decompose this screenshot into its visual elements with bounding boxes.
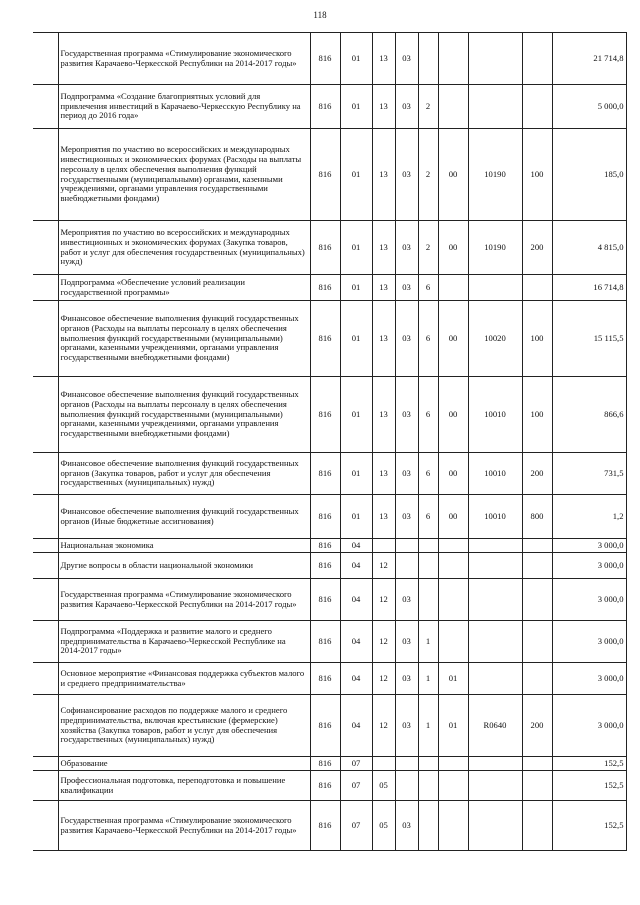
direction-code bbox=[468, 663, 522, 695]
blank-cell bbox=[33, 33, 58, 85]
subprogram-code bbox=[418, 757, 438, 771]
subprogram-code: 1 bbox=[418, 663, 438, 695]
subsection-code bbox=[372, 539, 395, 553]
row-description: Финансовое обеспечение выполнения функций государственных органов (Иные бюджетные ассигнования) bbox=[58, 495, 310, 539]
table-row bbox=[33, 695, 626, 757]
subprogram-code: 6 bbox=[418, 275, 438, 301]
subsection-code: 13 bbox=[372, 221, 395, 275]
blank-cell bbox=[33, 553, 58, 579]
table-row bbox=[33, 801, 626, 851]
subsection-code: 05 bbox=[372, 771, 395, 801]
row-description: Софинансирование расходов по поддержке малого и среднего предпринимательства, включая крестьянские (фермерские) хозяйства (Закупка товаров, работ и услуг для обеспечения государственных (муниципальных) нужд) bbox=[58, 695, 310, 757]
dept-code: 816 bbox=[310, 553, 340, 579]
subprogram-code: 2 bbox=[418, 129, 438, 221]
amount-cell: 16 714,8 bbox=[552, 275, 626, 301]
expense-type-code bbox=[522, 85, 552, 129]
table-row bbox=[33, 453, 626, 495]
subprogram-code: 6 bbox=[418, 301, 438, 377]
table-row bbox=[33, 377, 626, 453]
dept-code: 816 bbox=[310, 621, 340, 663]
event-code bbox=[438, 85, 468, 129]
program-code: 03 bbox=[395, 579, 418, 621]
dept-code: 816 bbox=[310, 301, 340, 377]
row-description: Финансовое обеспечение выполнения функций государственных органов (Расходы на выплаты персоналу в целях обеспечения выполнения функций государственными (муниципальными) органами, казенными учреждениями, органами управления государственными внебюджетными фондами) bbox=[58, 377, 310, 453]
subsection-code: 13 bbox=[372, 129, 395, 221]
program-code: 03 bbox=[395, 621, 418, 663]
direction-code: 10190 bbox=[468, 129, 522, 221]
program-code: 03 bbox=[395, 129, 418, 221]
row-description: Образование bbox=[58, 757, 310, 771]
program-code bbox=[395, 771, 418, 801]
direction-code: R0640 bbox=[468, 695, 522, 757]
table-row bbox=[33, 495, 626, 539]
amount-cell: 185,0 bbox=[552, 129, 626, 221]
event-code bbox=[438, 275, 468, 301]
direction-code: 10190 bbox=[468, 221, 522, 275]
amount-cell: 3 000,0 bbox=[552, 539, 626, 553]
expense-type-code: 200 bbox=[522, 221, 552, 275]
subprogram-code: 2 bbox=[418, 85, 438, 129]
amount-cell: 3 000,0 bbox=[552, 553, 626, 579]
amount-cell: 3 000,0 bbox=[552, 621, 626, 663]
subsection-code: 13 bbox=[372, 33, 395, 85]
expense-type-code bbox=[522, 33, 552, 85]
table-row bbox=[33, 553, 626, 579]
program-code: 03 bbox=[395, 301, 418, 377]
amount-cell: 21 714,8 bbox=[552, 33, 626, 85]
blank-cell bbox=[33, 275, 58, 301]
event-code: 00 bbox=[438, 453, 468, 495]
event-code bbox=[438, 757, 468, 771]
table-row bbox=[33, 301, 626, 377]
event-code: 01 bbox=[438, 663, 468, 695]
direction-code bbox=[468, 539, 522, 553]
subprogram-code bbox=[418, 553, 438, 579]
event-code bbox=[438, 579, 468, 621]
section-code: 07 bbox=[340, 801, 372, 851]
expense-type-code bbox=[522, 771, 552, 801]
expense-type-code: 100 bbox=[522, 377, 552, 453]
section-code: 01 bbox=[340, 377, 372, 453]
section-code: 01 bbox=[340, 33, 372, 85]
subsection-code: 13 bbox=[372, 275, 395, 301]
table-row bbox=[33, 621, 626, 663]
section-code: 04 bbox=[340, 539, 372, 553]
program-code bbox=[395, 539, 418, 553]
event-code bbox=[438, 33, 468, 85]
section-code: 04 bbox=[340, 695, 372, 757]
program-code: 03 bbox=[395, 33, 418, 85]
blank-cell bbox=[33, 221, 58, 275]
direction-code bbox=[468, 579, 522, 621]
direction-code bbox=[468, 801, 522, 851]
row-description: Профессиональная подготовка, переподготовка и повышение квалификации bbox=[58, 771, 310, 801]
subsection-code: 13 bbox=[372, 85, 395, 129]
blank-cell bbox=[33, 757, 58, 771]
row-description: Государственная программа «Стимулирование экономического развития Карачаево-Черкесской Республики на 2014-2017 годы» bbox=[58, 801, 310, 851]
table-row bbox=[33, 129, 626, 221]
row-description: Финансовое обеспечение выполнения функций государственных органов (Закупка товаров, работ и услуг для обеспечения государственных (муниципальных) нужд) bbox=[58, 453, 310, 495]
event-code: 00 bbox=[438, 377, 468, 453]
section-code: 01 bbox=[340, 453, 372, 495]
row-description: Государственная программа «Стимулирование экономического развития Карачаево-Черкесской Республики на 2014-2017 годы» bbox=[58, 579, 310, 621]
subprogram-code bbox=[418, 33, 438, 85]
subsection-code: 13 bbox=[372, 453, 395, 495]
blank-cell bbox=[33, 663, 58, 695]
table-row bbox=[33, 579, 626, 621]
expense-type-code: 200 bbox=[522, 695, 552, 757]
dept-code: 816 bbox=[310, 453, 340, 495]
amount-cell: 5 000,0 bbox=[552, 85, 626, 129]
section-code: 01 bbox=[340, 301, 372, 377]
subsection-code: 13 bbox=[372, 377, 395, 453]
expense-type-code bbox=[522, 663, 552, 695]
event-code bbox=[438, 621, 468, 663]
amount-cell: 15 115,5 bbox=[552, 301, 626, 377]
blank-cell bbox=[33, 85, 58, 129]
event-code bbox=[438, 771, 468, 801]
blank-cell bbox=[33, 301, 58, 377]
amount-cell: 3 000,0 bbox=[552, 579, 626, 621]
dept-code: 816 bbox=[310, 33, 340, 85]
direction-code bbox=[468, 621, 522, 663]
blank-cell bbox=[33, 495, 58, 539]
subsection-code: 12 bbox=[372, 579, 395, 621]
direction-code bbox=[468, 757, 522, 771]
expense-type-code bbox=[522, 801, 552, 851]
event-code: 00 bbox=[438, 221, 468, 275]
section-code: 01 bbox=[340, 129, 372, 221]
subprogram-code: 6 bbox=[418, 495, 438, 539]
row-description: Мероприятия по участию во всероссийских и международных инвестиционных и экономических форумах (Закупка товаров, работ и услуг для обеспечения государственных (муниципальных) нужд) bbox=[58, 221, 310, 275]
dept-code: 816 bbox=[310, 377, 340, 453]
row-description: Другие вопросы в области национальной экономики bbox=[58, 553, 310, 579]
subprogram-code bbox=[418, 579, 438, 621]
table-row bbox=[33, 85, 626, 129]
direction-code bbox=[468, 33, 522, 85]
expense-type-code: 200 bbox=[522, 453, 552, 495]
amount-cell: 1,2 bbox=[552, 495, 626, 539]
program-code bbox=[395, 553, 418, 579]
expense-type-code bbox=[522, 757, 552, 771]
section-code: 04 bbox=[340, 663, 372, 695]
dept-code: 816 bbox=[310, 221, 340, 275]
table-row bbox=[33, 539, 626, 553]
section-code: 01 bbox=[340, 275, 372, 301]
table-row bbox=[33, 771, 626, 801]
section-code: 04 bbox=[340, 553, 372, 579]
amount-cell: 3 000,0 bbox=[552, 695, 626, 757]
dept-code: 816 bbox=[310, 579, 340, 621]
table-row bbox=[33, 221, 626, 275]
amount-cell: 4 815,0 bbox=[552, 221, 626, 275]
event-code bbox=[438, 553, 468, 579]
subsection-code: 13 bbox=[372, 495, 395, 539]
event-code: 00 bbox=[438, 129, 468, 221]
subsection-code: 12 bbox=[372, 553, 395, 579]
event-code: 01 bbox=[438, 695, 468, 757]
subprogram-code bbox=[418, 771, 438, 801]
amount-cell: 731,5 bbox=[552, 453, 626, 495]
amount-cell: 152,5 bbox=[552, 801, 626, 851]
subprogram-code: 1 bbox=[418, 621, 438, 663]
program-code: 03 bbox=[395, 221, 418, 275]
dept-code: 816 bbox=[310, 695, 340, 757]
blank-cell bbox=[33, 771, 58, 801]
amount-cell: 152,5 bbox=[552, 771, 626, 801]
section-code: 01 bbox=[340, 85, 372, 129]
expense-type-code bbox=[522, 539, 552, 553]
expense-type-code bbox=[522, 275, 552, 301]
dept-code: 816 bbox=[310, 129, 340, 221]
subsection-code: 12 bbox=[372, 621, 395, 663]
section-code: 04 bbox=[340, 579, 372, 621]
table-body bbox=[33, 33, 626, 851]
table-row bbox=[33, 33, 626, 85]
row-description: Подпрограмма «Обеспечение условий реализации государственной программы» bbox=[58, 275, 310, 301]
row-description: Мероприятия по участию во всероссийских и международных инвестиционных и экономических форумах (Расходы на выплаты персоналу в целях обеспечения выполнения функций государственными (муниципальными) органами, казенными учреждениями, органами управления государственными внебюджетными фондами) bbox=[58, 129, 310, 221]
direction-code: 10010 bbox=[468, 377, 522, 453]
dept-code: 816 bbox=[310, 539, 340, 553]
direction-code bbox=[468, 85, 522, 129]
program-code: 03 bbox=[395, 663, 418, 695]
program-code: 03 bbox=[395, 85, 418, 129]
blank-cell bbox=[33, 539, 58, 553]
program-code: 03 bbox=[395, 377, 418, 453]
section-code: 07 bbox=[340, 771, 372, 801]
amount-cell: 866,6 bbox=[552, 377, 626, 453]
event-code bbox=[438, 801, 468, 851]
program-code: 03 bbox=[395, 695, 418, 757]
row-description: Финансовое обеспечение выполнения функций государственных органов (Расходы на выплаты персоналу в целях обеспечения выполнения функций государственными (муниципальными) органами, казенными учреждениями, органами управления государственными внебюджетными фондами) bbox=[58, 301, 310, 377]
event-code: 00 bbox=[438, 301, 468, 377]
section-code: 04 bbox=[340, 621, 372, 663]
program-code: 03 bbox=[395, 801, 418, 851]
blank-cell bbox=[33, 129, 58, 221]
blank-cell bbox=[33, 377, 58, 453]
amount-cell: 3 000,0 bbox=[552, 663, 626, 695]
direction-code bbox=[468, 275, 522, 301]
subsection-code: 12 bbox=[372, 663, 395, 695]
dept-code: 816 bbox=[310, 771, 340, 801]
subsection-code: 05 bbox=[372, 801, 395, 851]
table-row bbox=[33, 663, 626, 695]
dept-code: 816 bbox=[310, 757, 340, 771]
subprogram-code: 1 bbox=[418, 695, 438, 757]
dept-code: 816 bbox=[310, 495, 340, 539]
section-code: 01 bbox=[340, 495, 372, 539]
row-description: Основное мероприятие «Финансовая поддержка субъектов малого и среднего предпринимательства» bbox=[58, 663, 310, 695]
direction-code: 10010 bbox=[468, 495, 522, 539]
blank-cell bbox=[33, 453, 58, 495]
blank-cell bbox=[33, 695, 58, 757]
subprogram-code: 6 bbox=[418, 377, 438, 453]
event-code bbox=[438, 539, 468, 553]
direction-code bbox=[468, 771, 522, 801]
expense-type-code: 800 bbox=[522, 495, 552, 539]
dept-code: 816 bbox=[310, 663, 340, 695]
row-description: Подпрограмма «Поддержка и развитие малого и среднего предпринимательства в Карачаево-Черкесской Республике на 2014-2017 годы» bbox=[58, 621, 310, 663]
direction-code bbox=[468, 553, 522, 579]
dept-code: 816 bbox=[310, 275, 340, 301]
budget-table bbox=[33, 32, 627, 851]
row-description: Национальная экономика bbox=[58, 539, 310, 553]
expense-type-code bbox=[522, 553, 552, 579]
dept-code: 816 bbox=[310, 801, 340, 851]
section-code: 07 bbox=[340, 757, 372, 771]
direction-code: 10010 bbox=[468, 453, 522, 495]
program-code bbox=[395, 757, 418, 771]
event-code: 00 bbox=[438, 495, 468, 539]
direction-code: 10020 bbox=[468, 301, 522, 377]
amount-cell: 152,5 bbox=[552, 757, 626, 771]
subsection-code: 13 bbox=[372, 301, 395, 377]
page-number: 118 bbox=[313, 10, 327, 20]
section-code: 01 bbox=[340, 221, 372, 275]
blank-cell bbox=[33, 621, 58, 663]
program-code: 03 bbox=[395, 275, 418, 301]
row-description: Государственная программа «Стимулирование экономического развития Карачаево-Черкесской Республики на 2014-2017 годы» bbox=[58, 33, 310, 85]
blank-cell bbox=[33, 579, 58, 621]
program-code: 03 bbox=[395, 453, 418, 495]
table-row bbox=[33, 757, 626, 771]
subprogram-code: 6 bbox=[418, 453, 438, 495]
subprogram-code: 2 bbox=[418, 221, 438, 275]
subprogram-code bbox=[418, 539, 438, 553]
expense-type-code bbox=[522, 621, 552, 663]
subsection-code: 12 bbox=[372, 695, 395, 757]
subsection-code bbox=[372, 757, 395, 771]
expense-type-code: 100 bbox=[522, 129, 552, 221]
blank-cell bbox=[33, 801, 58, 851]
expense-type-code: 100 bbox=[522, 301, 552, 377]
subprogram-code bbox=[418, 801, 438, 851]
dept-code: 816 bbox=[310, 85, 340, 129]
row-description: Подпрограмма «Создание благоприятных условий для привлечения инвестиций в Карачаево-Черкесскую Республику на период до 2016 года» bbox=[58, 85, 310, 129]
program-code: 03 bbox=[395, 495, 418, 539]
expense-type-code bbox=[522, 579, 552, 621]
table-row bbox=[33, 275, 626, 301]
